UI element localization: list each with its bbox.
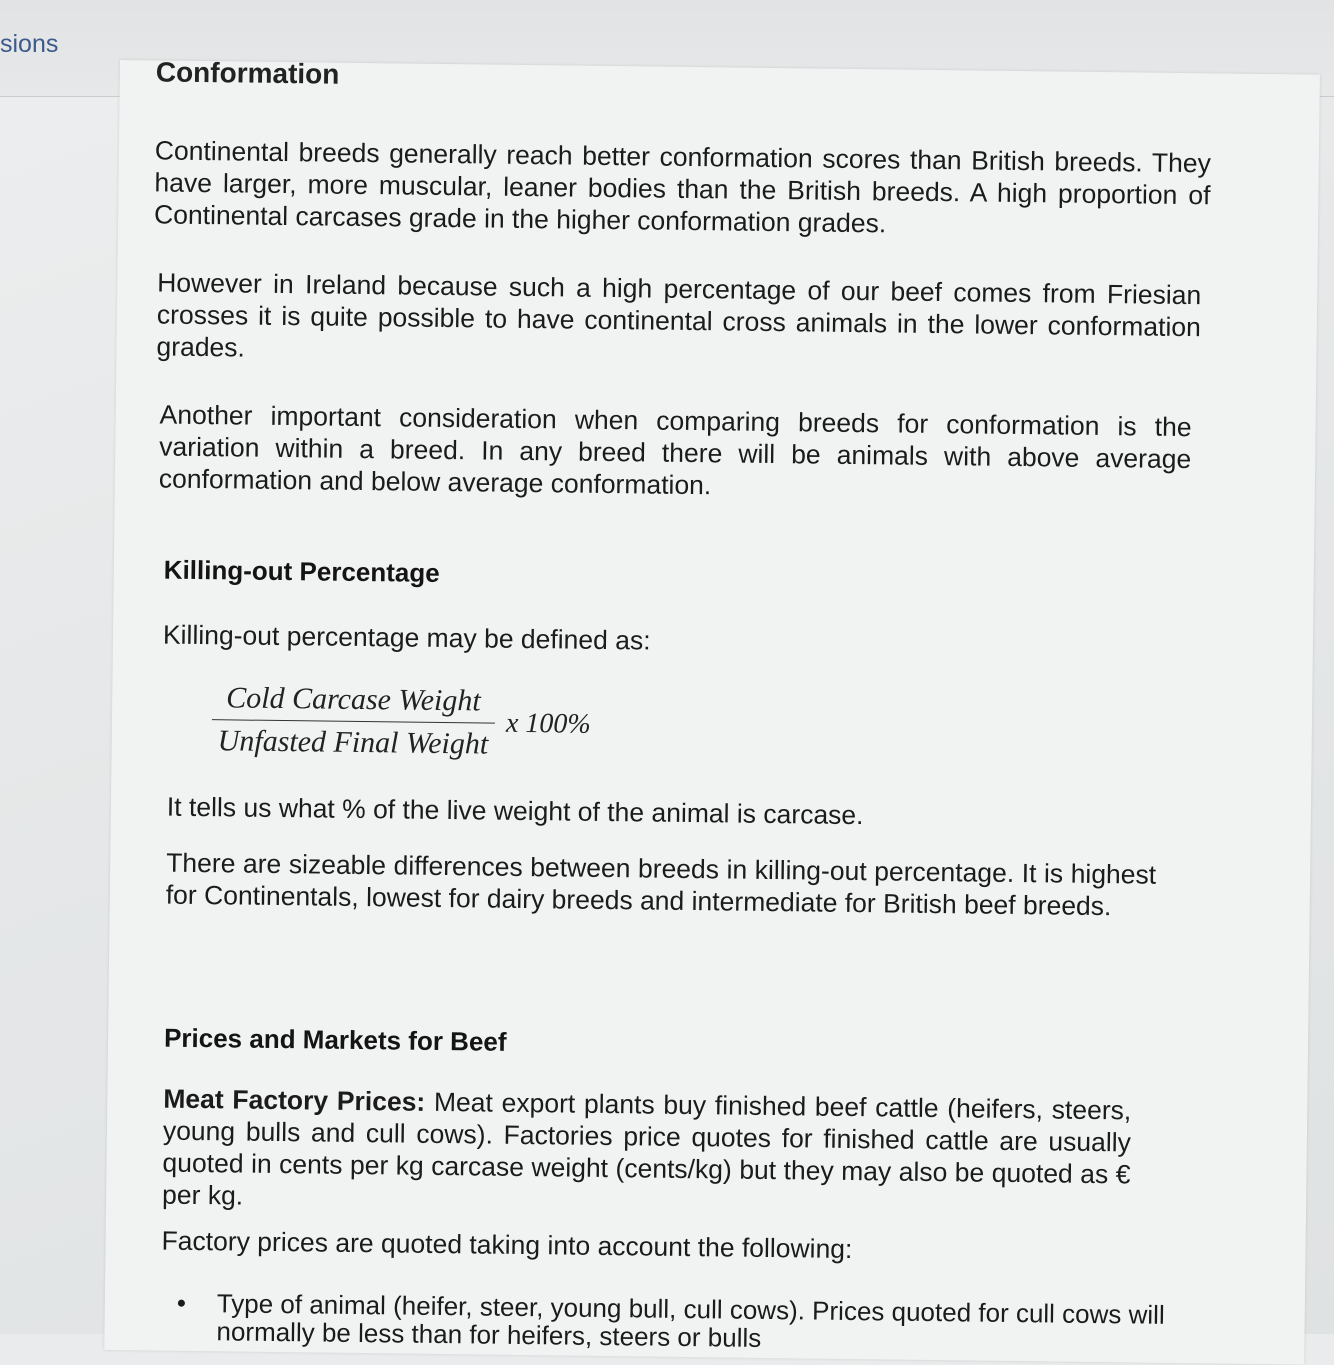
heading-prices-markets: Prices and Markets for Beef (163, 1022, 507, 1057)
killing-out-formula (211, 681, 591, 763)
tab-sessions[interactable]: sions (0, 30, 59, 58)
killing-out-paragraph-2: There are sizeable differences between breeds in killing-out percentage. It is highest for Continentals, lowest for dairy breeds and intermediate for British beef breeds. (165, 847, 1157, 922)
document-page (104, 56, 1320, 1365)
paragraph-conformation-3: Another important consideration when comparing breeds for conformation is the variation within a breed. In any breed there will be animals with above average conformation and below average conformation. (158, 399, 1192, 501)
formula-multiplier: x 100% (505, 707, 591, 740)
paragraph-meat-factory-prices (162, 1083, 1131, 1223)
list-item-text: Type of animal (heifer, steer, young bull, cull cows). Prices quoted for cull cows will normally be less than for heifers, steers or bulls (216, 1288, 1165, 1353)
formula-denominator: Unfasted Final Weight (217, 724, 489, 761)
paragraph-conformation-2: However in Ireland because such a high percentage of our beef comes from Friesian crosses it is quite possible to have continental cross animals in the lower conformation grades. (156, 267, 1202, 363)
bullet-icon: • (176, 1287, 187, 1318)
list-item (176, 1287, 1177, 1357)
killing-out-intro: Killing-out percentage may be defined as: (162, 619, 651, 656)
meat-factory-prices-label: Meat Factory Prices: (163, 1083, 426, 1117)
paragraph-conformation-1: Continental breeds generally reach better conformation scores than British breeds. They have larger, more muscular, leaner bodies than the British breeds. A high proportion of Continental carcases grade in the higher conformation grades. (153, 135, 1212, 239)
paragraph-factory-prices-intro: Factory prices are quoted taking into account the following: (161, 1225, 853, 1265)
heading-killing-out: Killing-out Percentage (163, 554, 440, 588)
formula-fraction (211, 681, 494, 761)
formula-numerator: Cold Carcase Weight (212, 681, 495, 723)
meat-factory-prices-text: Meat export plants buy finished beef cattle (heifers, steers, young bulls and cull cows). Factories price quotes for finished cattle are usually quoted in cents per kg carcase weight (cents/kg) but they may also be quoted as € per kg. (161, 1086, 1132, 1211)
killing-out-paragraph-1: It tells us what % of the live weight of the animal is carcase. (166, 791, 864, 831)
section-heading-conformation: Conformation (155, 56, 340, 90)
